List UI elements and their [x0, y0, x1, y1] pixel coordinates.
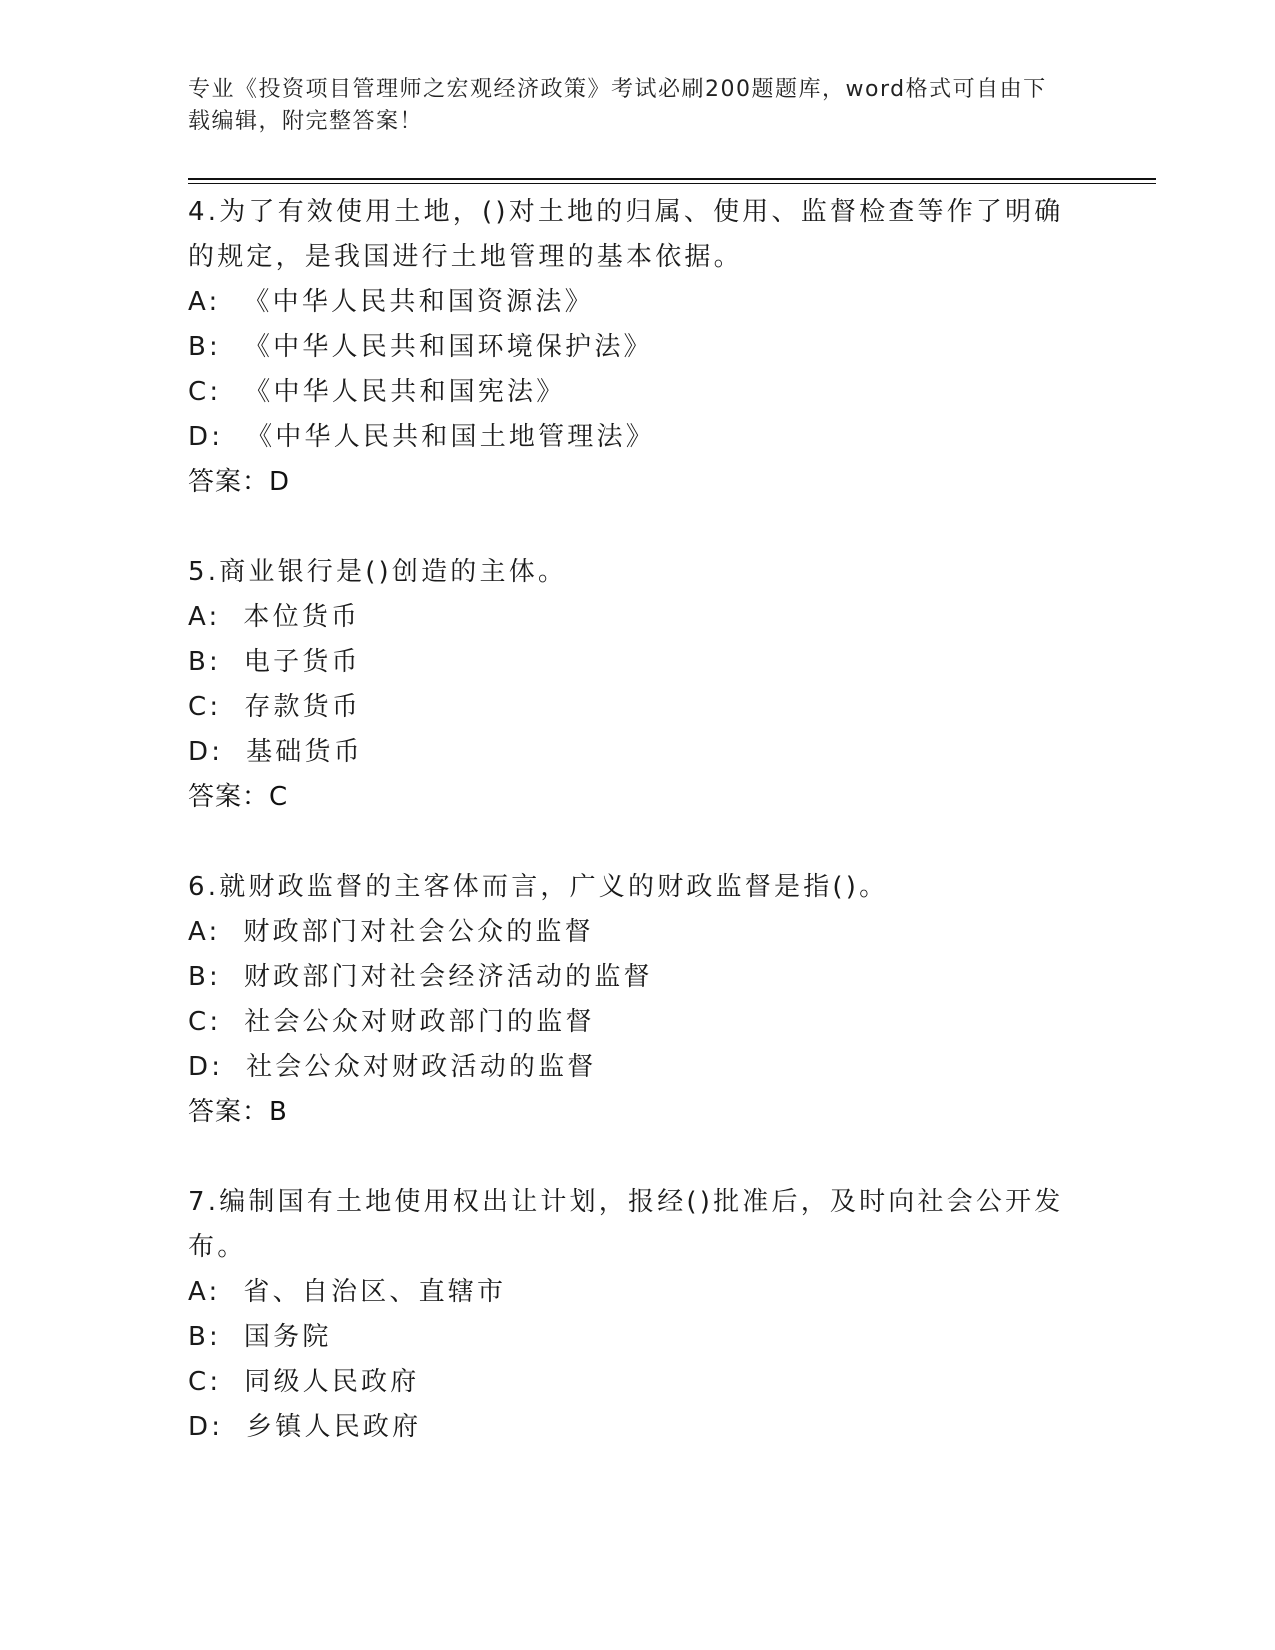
question-6	[188, 865, 1068, 1135]
option-d: D: 基础货币	[188, 737, 363, 767]
option-a: A: 省、自治区、直辖市	[188, 1277, 507, 1307]
question-4	[188, 190, 1068, 505]
option-b: B: 电子货币	[188, 647, 361, 677]
option-c: C: 同级人民政府	[188, 1367, 420, 1397]
question-list	[188, 190, 1068, 1450]
option-d: D: 《中华人民共和国土地管理法》	[188, 422, 655, 452]
question-stem: 5.商业银行是()创造的主体。	[188, 557, 568, 587]
option-a: A: 财政部门对社会公众的监督	[188, 917, 594, 947]
option-b: B: 《中华人民共和国环境保护法》	[188, 332, 653, 362]
option-c: C: 社会公众对财政部门的监督	[188, 1007, 595, 1037]
question-stem: 4.为了有效使用土地，()对土地的归属、使用、监督检查等作了明确的规定，是我国进行土地管理的基本依据。	[188, 197, 1064, 272]
option-a: A: 《中华人民共和国资源法》	[188, 287, 594, 317]
option-b: B: 财政部门对社会经济活动的监督	[188, 962, 653, 992]
option-d: D: 社会公众对财政活动的监督	[188, 1052, 597, 1082]
option-c: C: 《中华人民共和国宪法》	[188, 377, 566, 407]
answer-line: 答案：B	[188, 1097, 288, 1127]
header-divider-thin	[188, 183, 1156, 184]
header-divider-thick	[188, 178, 1156, 180]
question-stem: 6.就财政监督的主客体而言，广义的财政监督是指()。	[188, 872, 889, 902]
option-d: D: 乡镇人民政府	[188, 1412, 422, 1442]
question-stem: 7.编制国有土地使用权出让计划，报经()批准后，及时向社会公开发布。	[188, 1187, 1064, 1262]
question-7	[188, 1180, 1068, 1450]
option-b: B: 国务院	[188, 1322, 332, 1352]
answer-line: 答案：C	[188, 782, 289, 812]
option-c: C: 存款货币	[188, 692, 362, 722]
answer-line: 答案：D	[188, 467, 291, 497]
document-header: 专业《投资项目管理师之宏观经济政策》考试必刷200题题库，word格式可自由下载编辑，附完整答案！	[188, 77, 1047, 134]
question-5	[188, 550, 1068, 820]
option-a: A: 本位货币	[188, 602, 361, 632]
